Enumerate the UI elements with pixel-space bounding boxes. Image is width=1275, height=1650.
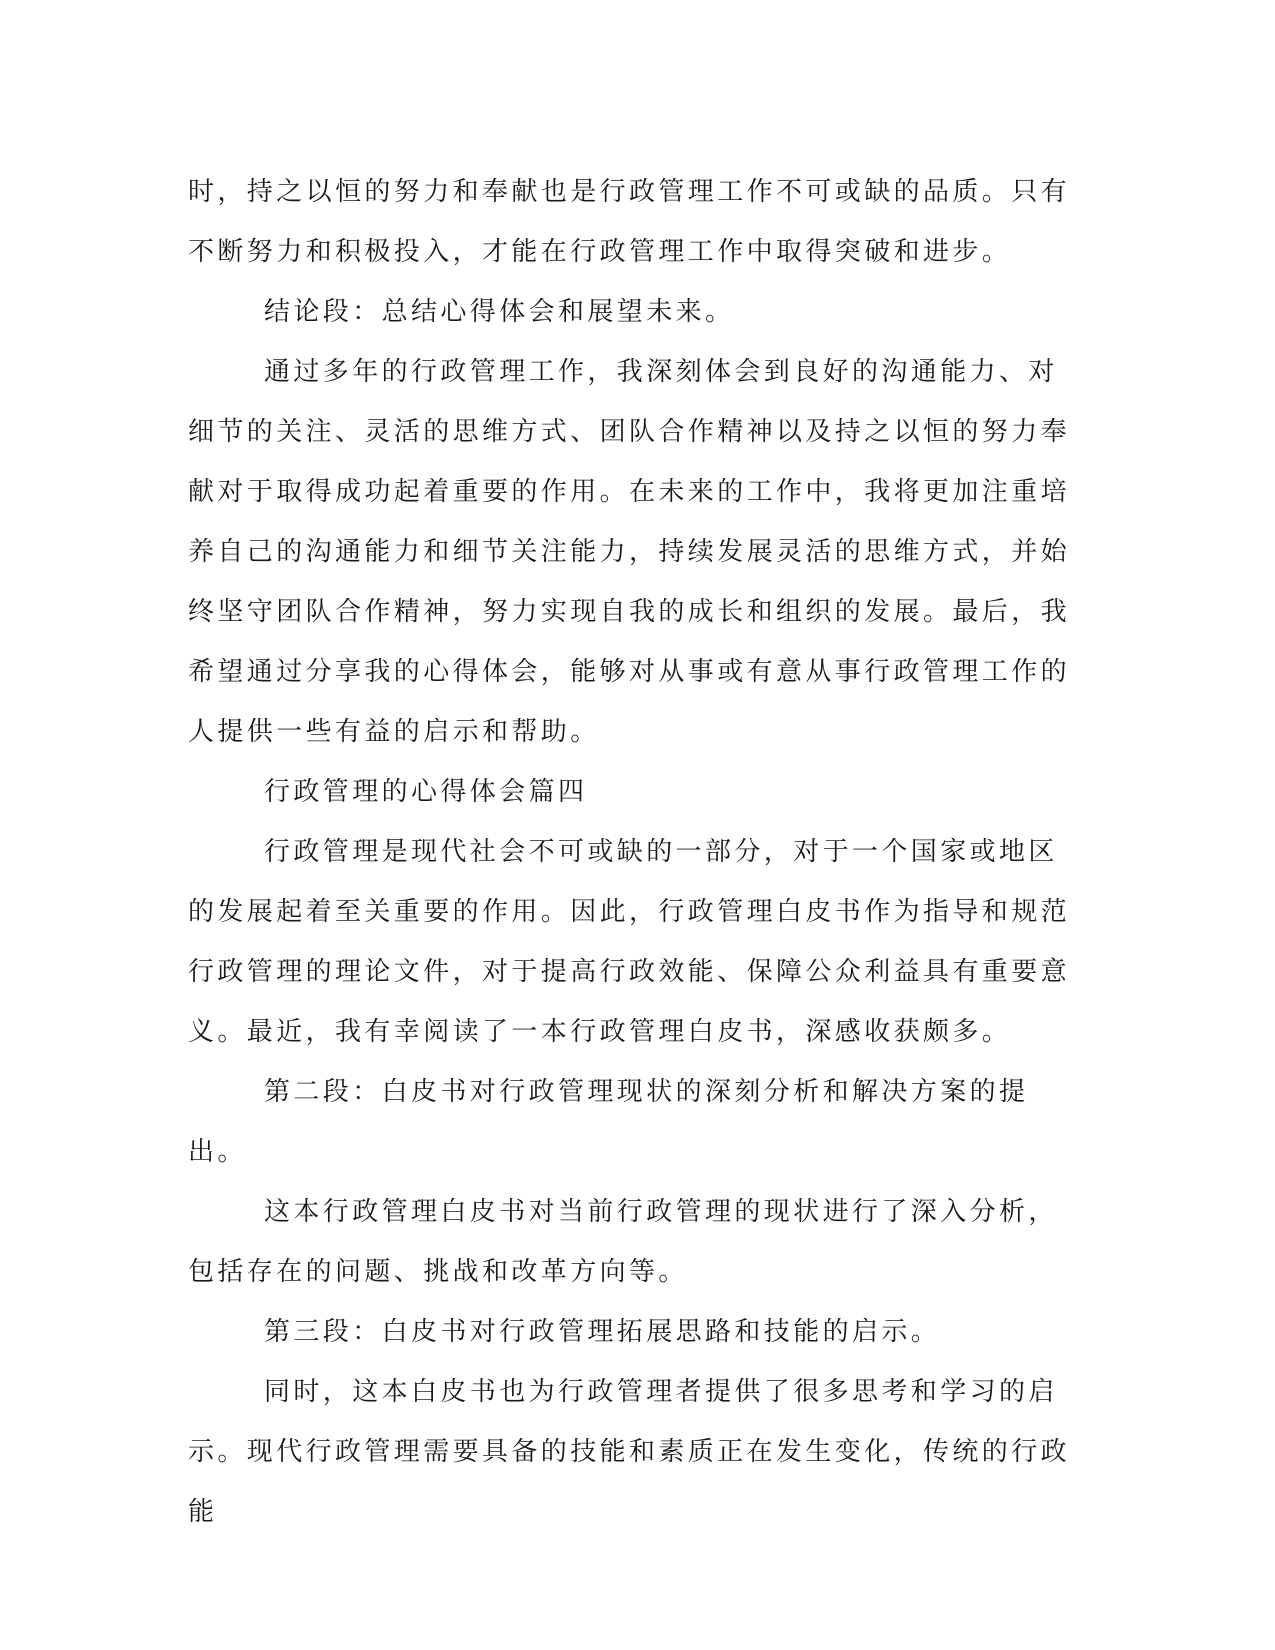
paragraph-1: 时，持之以恒的努力和奉献也是行政管理工作不可或缺的品质。只有不断努力和积极投入，才能在行政管理工作中取得突破和进步。 [188, 177, 1071, 267]
paragraph-7: 这本行政管理白皮书对当前行政管理的现状进行了深入分析，包括存在的问题、挑战和改革方向等。 [188, 1197, 1058, 1287]
paragraph-3: 通过多年的行政管理工作，我深刻体会到良好的沟通能力、对细节的关注、灵活的思维方式、团队合作精神以及持之以恒的努力奉献对于取得成功起着重要的作用。在未来的工作中，我将更加注重培养自己的沟通能力和细节关注能力，持续发展灵活的思维方式，并始终坚守团队合作精神，努力实现自我的成长和组织的发展。最后，我希望通过分享我的心得体会，能够对从事或有意从事行政管理工作的人提供一些有益的启示和帮助。 [188, 357, 1071, 747]
paragraph-9: 同时，这本白皮书也为行政管理者提供了很多思考和学习的启示。现代行政管理需要具备的技能和素质正在发生变化，传统的行政能 [188, 1377, 1071, 1527]
article-title: 行政管理的心得体会篇四 [264, 777, 588, 807]
paragraph-5: 行政管理是现代社会不可或缺的一部分，对于一个国家或地区的发展起着至关重要的作用。因此，行政管理白皮书作为指导和规范行政管理的理论文件，对于提高行政效能、保障公众利益具有重要意义。最近，我有幸阅读了一本行政管理白皮书，深感收获颇多。 [188, 837, 1071, 1047]
section-heading-second: 第二段：白皮书对行政管理现状的深刻分析和解决方案的提出。 [188, 1077, 1029, 1167]
document-body [188, 162, 1078, 1542]
section-heading-conclusion: 结论段：总结心得体会和展望未来。 [264, 297, 735, 327]
section-heading-third: 第三段：白皮书对行政管理拓展思路和技能的启示。 [264, 1317, 941, 1347]
